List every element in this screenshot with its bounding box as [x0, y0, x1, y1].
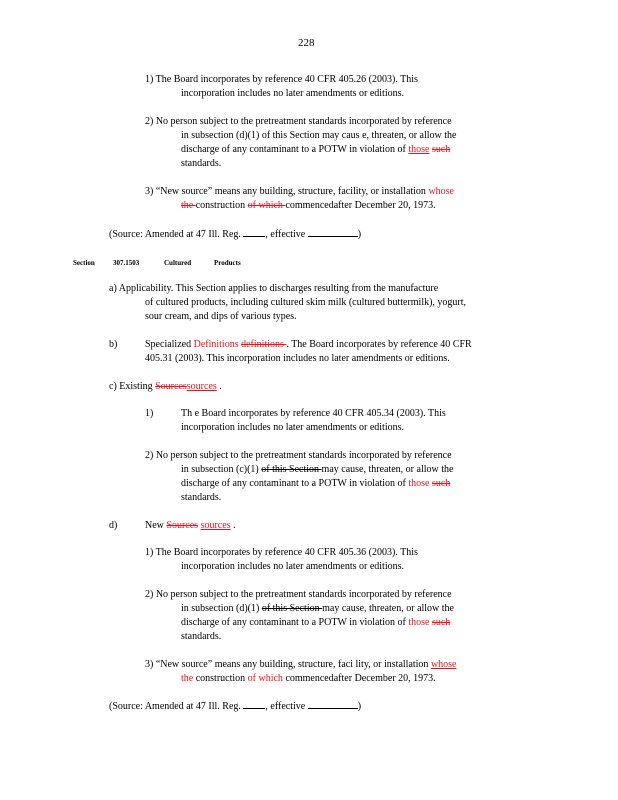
- item-2-line-3: [181, 143, 450, 157]
- c1-line-2: incorporation includes no later amendments or editions.: [181, 422, 404, 433]
- c2-line-4: standards.: [181, 492, 222, 503]
- deleted-text: such: [431, 144, 451, 155]
- page-number: 228: [298, 37, 315, 49]
- deleted-text: of this Section: [261, 603, 323, 614]
- inserted-text: those: [408, 144, 430, 155]
- section-label: Section: [73, 259, 95, 267]
- d3-line-1-text: 3) “New source” means any building, structure, faci lity, or installation: [145, 659, 431, 670]
- source-note-close: ): [357, 229, 362, 240]
- item-2-line-4: standards.: [181, 158, 222, 169]
- deleted-text: of this Section: [261, 464, 322, 475]
- deleted-text: definitions: [241, 339, 287, 350]
- item-3-line-1: [145, 185, 454, 199]
- c2-line-3-text: discharge of any contaminant to a POTW in violation of: [181, 478, 409, 489]
- inserted-text: whose: [428, 186, 454, 197]
- inserted-text: the: [181, 673, 194, 684]
- d1-line-1: 1) The Board incorporates by reference 40 CFR 405.36 (2003). This: [145, 547, 418, 558]
- item-1-line-2: incorporation includes no later amendments or editions.: [181, 88, 404, 99]
- deleted-text: Sources: [166, 520, 199, 531]
- subsection-b-label: b): [109, 339, 118, 350]
- item-1-line-1: 1) The Board incorporates by reference 40 CFR 405.26 (2003). This: [145, 74, 418, 85]
- effective-date-blank: [308, 227, 358, 237]
- subsection-b-text: Specialized: [145, 339, 194, 350]
- item-3-line-1-text: 3) “New source” means any building, structure, facility, or installation: [145, 186, 429, 197]
- subsection-b-text-end: . The Board incorporates by reference 40 CFR: [286, 339, 472, 350]
- d2-line-3: [181, 616, 450, 630]
- d1-line-2: incorporation includes no later amendments or editions.: [181, 561, 404, 572]
- c2-line-1: 2) No person subject to the pretreatment standards incorporated by reference: [145, 450, 452, 461]
- subsection-b-line-2: 405.31 (2003). This incorporation includes no later amendments or editions.: [145, 353, 450, 364]
- source-note-text: (Source: Amended at 47 Ill. Reg.: [109, 229, 241, 240]
- inserted-text: Definitions: [193, 339, 239, 350]
- d2-line-1: 2) No person subject to the pretreatment standards incorporated by reference: [145, 589, 452, 600]
- subsection-d-line-1: [145, 519, 236, 533]
- source-note-effective: , effective: [265, 229, 306, 240]
- subsection-c-line-1: [109, 380, 222, 394]
- d3-line-1: [145, 658, 457, 672]
- item-2-line-2: in subsection (d)(1) of this Section may caus e, threaten, or allow the: [181, 130, 457, 141]
- subsection-c-end: .: [216, 381, 222, 392]
- d2-line-2: [181, 602, 454, 616]
- deleted-text: such: [431, 478, 451, 489]
- subsection-a-line-2: of cultured products, including cultured skim milk (cultured buttermilk), yogurt,: [145, 297, 467, 308]
- d2-line-2-text: in subsection (d)(1): [181, 603, 262, 614]
- section-title-2: Products: [214, 259, 241, 267]
- inserted-text: those: [408, 478, 430, 489]
- register-blank: [243, 699, 265, 709]
- c2-line-2-text: in subsection (c)(1): [181, 464, 262, 475]
- subsection-a-line-1: a) Applicability. This Section applies to discharges resulting from the manufacture: [109, 283, 439, 294]
- c1-line-1: Th e Board incorporates by reference 40 CFR 405.34 (2003). This: [181, 408, 446, 419]
- subsection-b-line-1: [145, 338, 472, 352]
- item-3-line-2: [181, 199, 436, 213]
- item-3-line-2-text: construction: [195, 200, 248, 211]
- d2-line-3-text: discharge of any contaminant to a POTW in violation of: [181, 617, 409, 628]
- inserted-text: whose: [430, 659, 457, 670]
- item-2-line-1: 2) No person subject to the pretreatment standards incorporated by reference: [145, 116, 452, 127]
- inserted-text: of which: [247, 673, 283, 684]
- source-note-2-close: ): [357, 701, 362, 712]
- subsection-d-text: New: [145, 520, 167, 531]
- section-title: Cultured: [164, 259, 192, 267]
- item-3-line-2-end: commencedafter December 20, 1973.: [285, 200, 436, 211]
- subsection-d-label: d): [109, 520, 118, 531]
- deleted-text: the: [181, 200, 196, 211]
- inserted-text: those: [408, 617, 430, 628]
- d2-line-2-end: may cause, threaten, or allow the: [322, 603, 454, 614]
- d3-line-2-text: construction: [193, 673, 248, 684]
- d3-line-2-end: commencedafter December 20, 1973.: [282, 673, 436, 684]
- inserted-text: sources: [200, 520, 231, 531]
- source-note-2-effective: , effective: [265, 701, 306, 712]
- item-2-line-3-text: discharge of any contaminant to a POTW in violation of: [181, 144, 409, 155]
- d2-line-4: standards.: [181, 631, 222, 642]
- inserted-text: sources: [186, 381, 217, 392]
- c2-line-2: [181, 463, 453, 477]
- c2-line-2-end: may cause, threaten, or allow the: [321, 464, 454, 475]
- subsection-a-line-3: sour cream, and dips of various types.: [145, 311, 297, 322]
- c1-label: 1): [145, 408, 154, 419]
- register-blank: [243, 227, 265, 237]
- d3-line-2: [181, 672, 436, 686]
- source-note-2: [109, 699, 361, 714]
- subsection-d-end: .: [230, 520, 236, 531]
- source-note-2-text: (Source: Amended at 47 Ill. Reg.: [109, 701, 241, 712]
- deleted-text: such: [431, 617, 451, 628]
- deleted-text: of which: [247, 200, 286, 211]
- c2-line-3: [181, 477, 450, 491]
- subsection-c-text: c) Existing: [109, 381, 156, 392]
- deleted-text: Sources: [155, 381, 187, 392]
- effective-date-blank: [308, 699, 358, 709]
- source-note: [109, 227, 361, 242]
- section-number: 307.1503: [113, 259, 140, 267]
